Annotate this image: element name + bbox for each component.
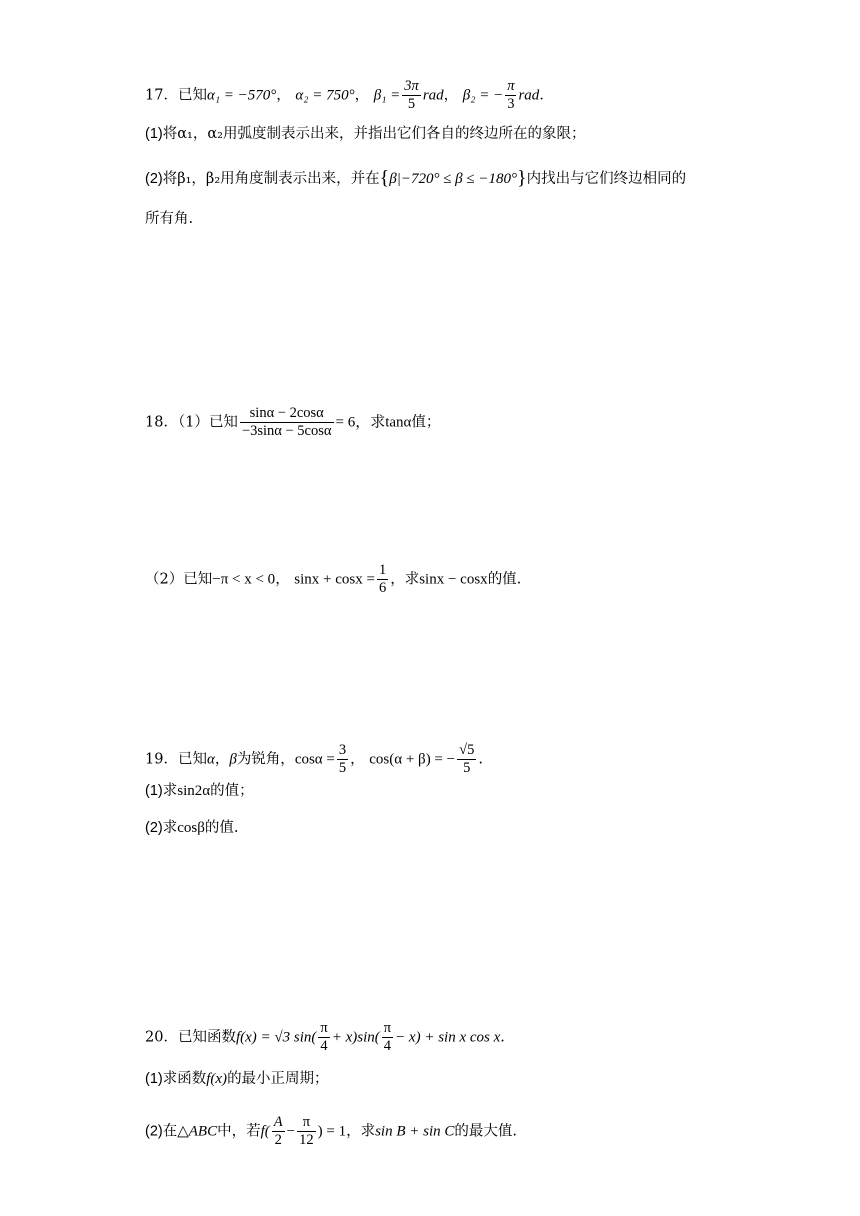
q20-part2-fraction-2: [297, 1114, 316, 1149]
q20-fraction-2-denominator: 4: [383, 1038, 392, 1054]
q17-part2-text-b: 内找出与它们终边相同的: [526, 171, 687, 187]
q17-part1: [145, 124, 585, 144]
q18-part2-ask: ，求: [390, 571, 420, 588]
q19-cos2-numerator: √5: [459, 742, 475, 758]
q20-part2-label: (2): [145, 1123, 163, 1140]
q19-cos2-label: cos(α + β) = −: [369, 751, 456, 768]
q20-part2-fraction-2-denominator: 12: [299, 1132, 314, 1148]
q17-part2: (2)将β₁，β₂用角度制表示出来，并在{β|−720° ≤ β ≤ −180°}内找出与它们终边相同的: [145, 167, 687, 189]
q19-alpha: α: [206, 751, 215, 768]
q20-f-post: − x) + sin x cos x: [395, 1029, 501, 1046]
q19-part1-label: (1): [145, 783, 163, 799]
q19-part2-label: (2): [145, 820, 163, 836]
q20-known: 已知函数: [177, 1029, 236, 1046]
q17-part1-label: (1): [145, 126, 163, 142]
q20-fraction-1-numerator: π: [320, 1020, 328, 1036]
q17-beta2-numerator: π: [507, 78, 515, 94]
q18-number: 18．: [145, 414, 178, 431]
q20-fraction-2-numerator: π: [383, 1020, 392, 1036]
q17-alpha1: α₁ = −570°: [206, 87, 277, 104]
q19-part2-text-b: 的值.: [204, 820, 239, 836]
q20-part1-expr: f(x): [206, 1071, 228, 1087]
q19-cos2-denominator: 5: [463, 760, 471, 776]
q20-part1-text-b: 的最小正周期；: [227, 1071, 329, 1087]
q19-known: 已知: [177, 751, 207, 768]
q18-part2-end: 的值.: [487, 571, 522, 588]
q20-f-pre: f(x) = √3 sin(: [235, 1029, 317, 1046]
q19-part1-text-a: 求: [162, 783, 178, 799]
q18-part1-denominator: −3sinα − 5cosα: [241, 423, 332, 439]
q17-part2-text-a: 将β₁，β₂用角度制表示出来，并在: [162, 171, 380, 187]
q17-stem: 17．已知α₁ = −570°， α₂ = 750°， β₁ = $\frac{3\pi}{5}$ rad， β₂ = − $\frac{\pi}{3}$ rad．: [145, 78, 554, 112]
q17-beta1-unit: rad: [422, 87, 444, 104]
q20-fraction-1-denominator: 4: [320, 1038, 328, 1054]
q18-part2-fraction: [377, 562, 388, 597]
q19-cos-label: cosα =: [294, 751, 335, 768]
q18-part1-tan: tanα: [385, 414, 412, 431]
q19-part2: [145, 818, 238, 838]
q20-part2-text-d: 的最大值.: [454, 1123, 517, 1140]
q20-part2-f: f(: [260, 1123, 270, 1140]
q17-beta1-denominator: 5: [407, 96, 416, 112]
q20-part1: [145, 1069, 329, 1089]
q17-alpha2: α₂ = 750°: [295, 87, 355, 104]
q18-part2: （2）已知−π < x < 0， sinx + cosx = $\frac{1}{6}$ ，求sinx − cosx的值.: [145, 562, 522, 596]
q18-part1: [145, 405, 440, 440]
q20-fraction-2: [382, 1020, 393, 1055]
q18-part2-expr: sinx − cosx: [419, 571, 488, 588]
q19-stem: 19．已知α，β为锐角，cosα = $\frac{3}{5}$ ， cos(α + β) = − $\frac{√5}{5}$ .: [145, 742, 483, 776]
q18-part2-known: 已知: [183, 571, 213, 588]
q17-part2-set: β|−720° ≤ β ≤ −180°: [389, 171, 518, 187]
q20-part2-text-b: 中，若: [217, 1123, 261, 1140]
q19-number: 19．: [145, 751, 178, 768]
q17-part1-text: 将α₁，α₂用弧度制表示出来，并指出它们各自的终边所在的象限；: [162, 126, 586, 142]
q18-part2-label: （2）: [145, 571, 184, 588]
q20-part2-fraction-1: [272, 1114, 285, 1149]
q18-part1-fraction: [240, 405, 334, 440]
q20-stem: [145, 1020, 505, 1055]
q19-beta: β: [229, 751, 237, 768]
q17-known: 已知: [177, 87, 207, 104]
q20-part1-text-a: 求函数: [162, 1071, 207, 1087]
q20-part2: [145, 1114, 517, 1149]
q17-beta2-unit: rad: [518, 87, 540, 104]
q19-part1: [145, 781, 254, 801]
q20-part1-label: (1): [145, 1071, 163, 1087]
q17-beta1-label: β₁ =: [373, 87, 401, 104]
q20-part2-fraction-2-numerator: π: [297, 1114, 316, 1132]
q18-part1-label: （1）: [177, 414, 209, 431]
q17-number: 17．: [145, 87, 178, 104]
q17-beta2-denominator: 3: [507, 96, 515, 112]
q17-end: ．: [539, 87, 554, 104]
q19-part1-text-b: 的值；: [210, 783, 254, 799]
q19-part2-expr: cosβ: [177, 820, 205, 836]
q20-part2-fraction-1-denominator: 2: [274, 1132, 282, 1148]
q18-part2-numerator: 1: [378, 562, 387, 578]
q19-end: .: [478, 751, 483, 768]
q20-part2-minus: −: [286, 1123, 296, 1140]
q20-part2-eq: ) = 1: [317, 1123, 347, 1140]
q20-part2-text-c: ，求: [346, 1123, 376, 1140]
q18-part2-range: −π < x < 0: [212, 571, 276, 588]
q18-part1-known: 已知: [208, 414, 238, 431]
q19-part2-text-a: 求: [162, 820, 178, 836]
q17-beta1-numerator: 3π: [404, 78, 419, 94]
q20-fraction-1: [318, 1020, 329, 1055]
q18-part1-numerator: sinα − 2cosα: [240, 405, 334, 423]
q18-part1-eq: = 6，求: [335, 414, 386, 431]
q19-cos-denominator: 5: [338, 760, 347, 776]
q19-cos-numerator: 3: [338, 742, 347, 758]
q17-part2-label: (2): [145, 171, 163, 187]
q19-cos2-fraction: [457, 742, 476, 777]
q20-f-mid: + x)sin(: [331, 1029, 380, 1046]
q20-end: .: [500, 1029, 505, 1046]
q19-sep: ，: [214, 751, 230, 768]
q20-part2-expr: sin B + sin C: [375, 1123, 455, 1140]
q17-beta1-fraction: [402, 78, 421, 113]
q18-part1-end: 值；: [411, 414, 441, 431]
q17-beta2-fraction: [505, 78, 516, 113]
q19-cos-fraction: [337, 742, 348, 777]
q20-part2-text-a: 在: [162, 1123, 178, 1140]
q18-part2-denominator: 6: [378, 580, 387, 596]
q20-number: 20．: [145, 1029, 178, 1046]
q19-part1-expr: sin2α: [177, 783, 211, 799]
q18-part2-sum: sinx + cosx =: [294, 571, 375, 588]
q19-acute: 为锐角，: [236, 751, 295, 768]
q17-part2-continued: [145, 209, 193, 229]
q17-beta2-label: β₂ = −: [462, 87, 504, 104]
q20-part2-triangle: △ABC: [177, 1123, 218, 1140]
q20-part2-fraction-1-numerator: A: [273, 1114, 283, 1130]
q17-part2-text-c: 所有角.: [145, 211, 194, 227]
